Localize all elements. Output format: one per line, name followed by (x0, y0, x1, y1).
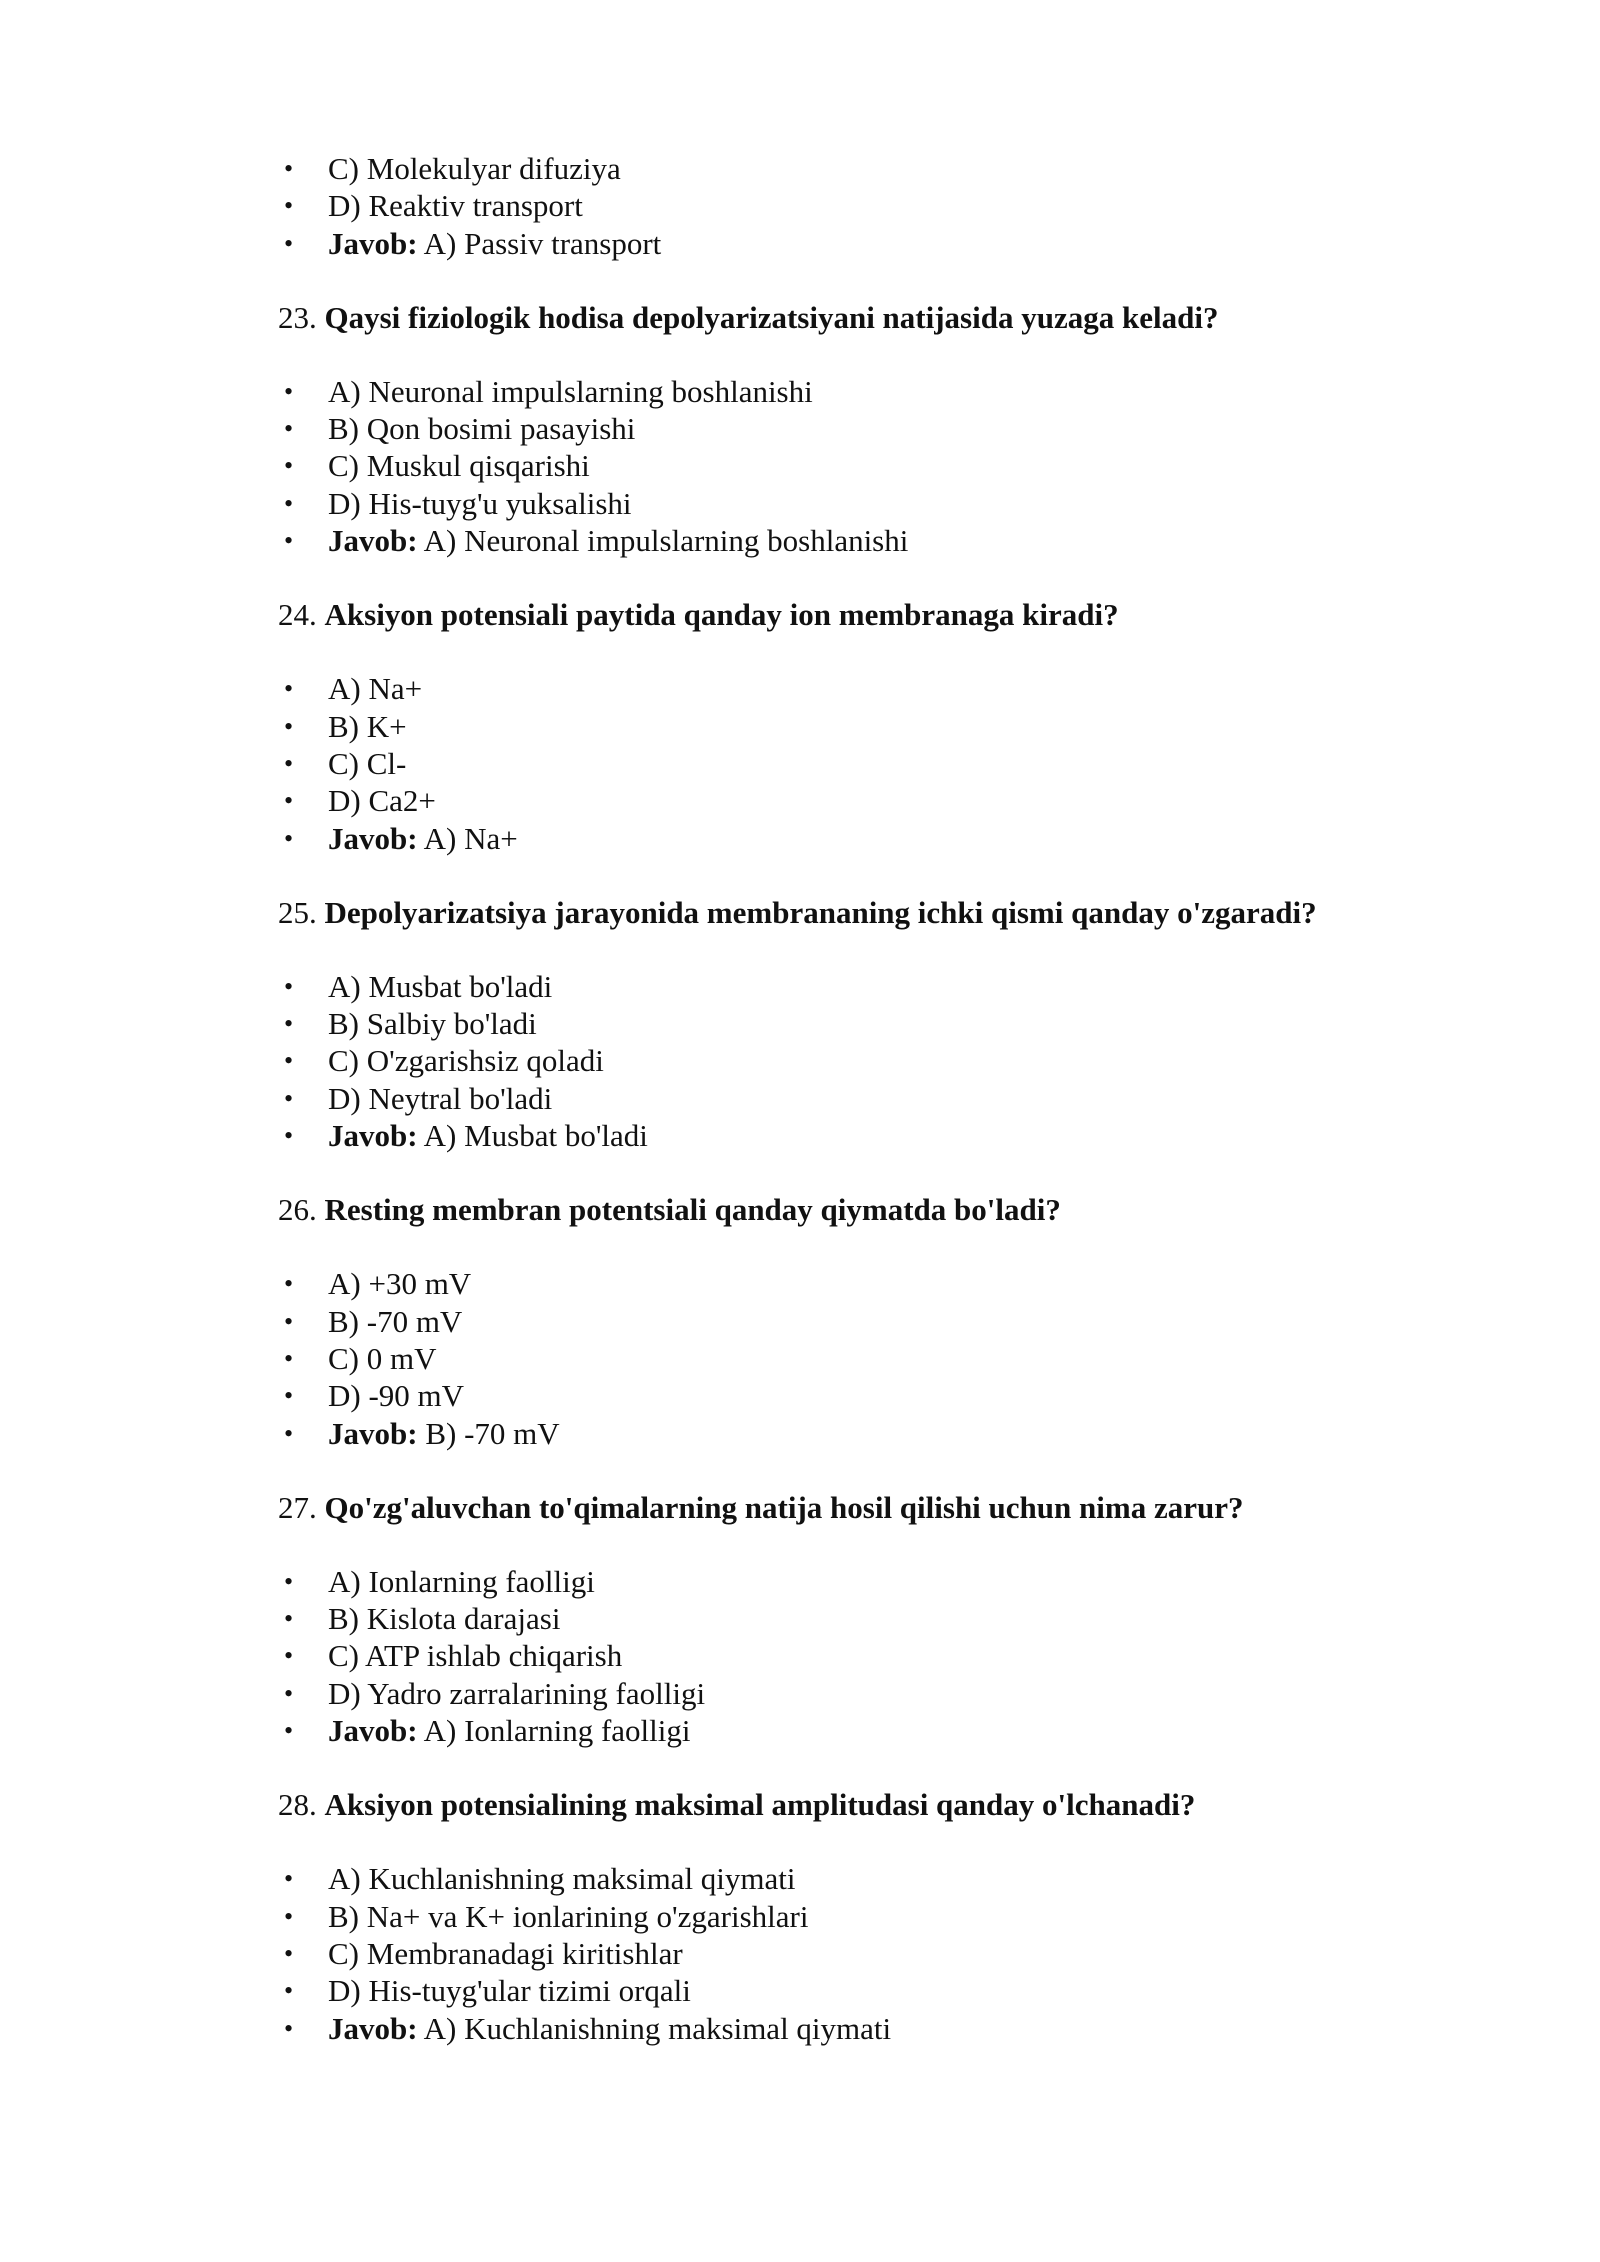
option-text: C) Muskul qisqarishi (328, 448, 590, 484)
bullet-icon: • (284, 1604, 294, 1634)
option-list (278, 1265, 1418, 1451)
answer-label: Javob: (328, 820, 418, 856)
bullet-icon: • (284, 674, 294, 704)
option-text: A) Na+ (328, 671, 423, 707)
bullet-icon: • (284, 1009, 294, 1039)
option-item (278, 1005, 1418, 1042)
option-item (278, 1563, 1418, 1600)
option-text: C) Cl- (328, 745, 407, 781)
bullet-icon: • (284, 228, 294, 258)
option-item (278, 1377, 1418, 1414)
answer-text: A) Ionlarning faolligi (423, 1713, 691, 1749)
option-item (278, 1860, 1418, 1897)
answer-text: A) Neuronal impulslarning boshlanishi (423, 523, 909, 559)
option-text: D) Reaktiv transport (328, 188, 583, 224)
option-item (278, 1042, 1418, 1079)
option-item (278, 1080, 1418, 1117)
question-text: Depolyarizatsiya jarayonida membrananing ichki qismi qanday o'zgaradi? (324, 894, 1317, 930)
bullet-icon: • (284, 971, 294, 1001)
option-text: C) Membranadagi kiritishlar (328, 1935, 683, 1971)
bullet-icon: • (284, 1269, 294, 1299)
option-text: C) 0 mV (328, 1340, 437, 1376)
quiz-content (278, 150, 1418, 2047)
answer-item (278, 1712, 1418, 1749)
option-item (278, 447, 1418, 484)
option-item (278, 187, 1418, 224)
bullet-icon: • (284, 1678, 294, 1708)
option-item (278, 410, 1418, 447)
option-list (278, 1860, 1418, 2046)
option-list (278, 968, 1418, 1154)
bullet-icon: • (284, 1901, 294, 1931)
bullet-icon: • (284, 154, 294, 183)
answer-text: A) Kuchlanishning maksimal qiymati (423, 2010, 892, 2046)
bullet-icon: • (284, 191, 294, 221)
option-item (278, 1972, 1418, 2009)
bullet-icon: • (284, 1381, 294, 1411)
question-number: 23. (278, 299, 317, 335)
bullet-icon: • (284, 1083, 294, 1113)
option-text: C) Molekulyar difuziya (328, 151, 621, 186)
option-text: D) Ca2+ (328, 783, 436, 819)
question-text: Qaysi fiziologik hodisa depolyarizatsiyani natijasida yuzaga keladi? (324, 299, 1219, 335)
option-item (278, 968, 1418, 1005)
answer-item (278, 522, 1418, 559)
bullet-icon: • (284, 1566, 294, 1596)
option-text: C) O'zgarishsiz qoladi (328, 1043, 604, 1079)
question-number: 27. (278, 1489, 317, 1525)
option-text: D) Yadro zarralarining faolligi (328, 1675, 706, 1711)
option-text: B) Kislota darajasi (328, 1601, 561, 1637)
option-item (278, 1898, 1418, 1935)
answer-label: Javob: (328, 1415, 418, 1451)
bullet-icon: • (284, 376, 294, 406)
bullet-icon: • (284, 748, 294, 778)
answer-item (278, 1117, 1418, 1154)
question-text: Aksiyon potensiali paytida qanday ion membranaga kiradi? (324, 597, 1119, 633)
question-text: Qo'zg'aluvchan to'qimalarning natija hosil qilishi uchun nima zarur? (324, 1489, 1244, 1525)
answer-text: A) Musbat bo'ladi (423, 1118, 648, 1154)
question-heading (278, 894, 1418, 931)
bullet-icon: • (284, 1938, 294, 1968)
option-text: B) Na+ va K+ ionlarining o'zgarishlari (328, 1898, 809, 1934)
option-list (278, 150, 1418, 262)
option-item (278, 670, 1418, 707)
option-item (278, 1637, 1418, 1674)
option-list (278, 1563, 1418, 1749)
bullet-icon: • (284, 1976, 294, 2006)
bullet-icon: • (284, 1641, 294, 1671)
option-text: B) K+ (328, 708, 407, 744)
answer-label: Javob: (328, 1713, 418, 1749)
question-heading (278, 596, 1418, 633)
option-item (278, 1303, 1418, 1340)
bullet-icon: • (284, 1343, 294, 1373)
option-item (278, 373, 1418, 410)
option-text: D) Neytral bo'ladi (328, 1080, 553, 1116)
option-item (278, 150, 1418, 187)
option-text: A) Neuronal impulslarning boshlanishi (328, 373, 813, 409)
option-text: C) ATP ishlab chiqarish (328, 1638, 623, 1674)
bullet-icon: • (284, 1864, 294, 1894)
question-text: Aksiyon potensialining maksimal amplitudasi qanday o'lchanadi? (324, 1787, 1196, 1823)
answer-text: B) -70 mV (425, 1415, 560, 1451)
question-heading (278, 1489, 1418, 1526)
option-text: B) Qon bosimi pasayishi (328, 411, 636, 447)
option-item (278, 485, 1418, 522)
option-item (278, 1340, 1418, 1377)
answer-label: Javob: (328, 523, 418, 559)
bullet-icon: • (284, 1046, 294, 1076)
question-number: 24. (278, 597, 317, 633)
option-item (278, 1675, 1418, 1712)
option-item (278, 1265, 1418, 1302)
question-text: Resting membran potentsiali qanday qiymatda bo'ladi? (324, 1192, 1061, 1228)
bullet-icon: • (284, 711, 294, 741)
answer-label: Javob: (328, 1118, 418, 1154)
bullet-icon: • (284, 1716, 294, 1746)
bullet-icon: • (284, 1121, 294, 1151)
bullet-icon: • (284, 526, 294, 556)
option-text: D) His-tuyg'ular tizimi orqali (328, 1973, 691, 2009)
question-heading (278, 1191, 1418, 1228)
option-list (278, 373, 1418, 559)
answer-item (278, 1415, 1418, 1452)
bullet-icon: • (284, 488, 294, 518)
option-text: B) -70 mV (328, 1303, 463, 1339)
option-item (278, 782, 1418, 819)
option-text: A) Kuchlanishning maksimal qiymati (328, 1861, 796, 1897)
option-text: B) Salbiy bo'ladi (328, 1006, 537, 1042)
bullet-icon: • (284, 451, 294, 481)
bullet-icon: • (284, 786, 294, 816)
question-heading (278, 1786, 1418, 1823)
option-text: A) Ionlarning faolligi (328, 1563, 595, 1599)
answer-text: A) Na+ (423, 820, 518, 856)
option-text: A) Musbat bo'ladi (328, 968, 553, 1004)
option-text: D) -90 mV (328, 1378, 465, 1414)
option-item (278, 1935, 1418, 1972)
answer-item (278, 820, 1418, 857)
bullet-icon: • (284, 2013, 294, 2043)
option-list (278, 670, 1418, 856)
option-text: D) His-tuyg'u yuksalishi (328, 485, 632, 521)
bullet-icon: • (284, 823, 294, 853)
question-number: 25. (278, 894, 317, 930)
option-text: A) +30 mV (328, 1266, 472, 1302)
option-item (278, 1600, 1418, 1637)
question-number: 28. (278, 1787, 317, 1823)
bullet-icon: • (284, 1306, 294, 1336)
question-number: 26. (278, 1192, 317, 1228)
bullet-icon: • (284, 414, 294, 444)
answer-label: Javob: (328, 225, 418, 261)
option-item (278, 708, 1418, 745)
answer-label: Javob: (328, 2010, 418, 2046)
option-item (278, 745, 1418, 782)
question-heading (278, 299, 1418, 336)
bullet-icon: • (284, 1418, 294, 1448)
answer-item (278, 2010, 1418, 2047)
answer-text: A) Passiv transport (423, 225, 662, 261)
answer-item (278, 225, 1418, 262)
